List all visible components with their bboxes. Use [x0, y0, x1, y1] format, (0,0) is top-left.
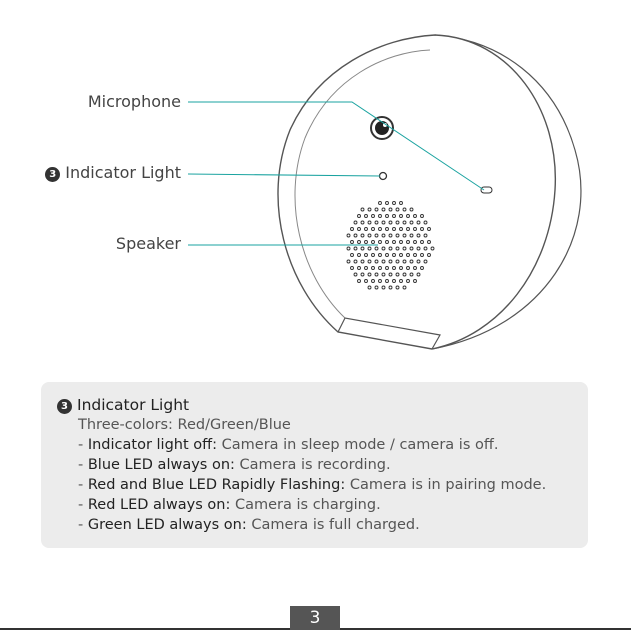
indicator-light-dot [380, 173, 387, 180]
page-number: 3 [290, 606, 340, 630]
row-key: Indicator light off: [87, 437, 218, 453]
page-footer [0, 606, 631, 631]
info-row [78, 515, 588, 535]
microphone-lens [371, 117, 393, 139]
row-value: Camera is charging. [230, 497, 381, 513]
row-value: Camera is in pairing mode. [345, 477, 547, 493]
row-key: Red and Blue LED Rapidly Flashing: [87, 477, 346, 493]
indicator-light-label [45, 163, 181, 183]
info-title-text: Indicator Light [77, 396, 190, 414]
row-dash: - [78, 517, 88, 533]
row-key: Blue LED always on: [87, 457, 235, 473]
row-value: Camera is recording. [234, 457, 391, 473]
info-row [78, 435, 588, 455]
device-front-face [278, 35, 555, 349]
microphone-label: Microphone [87, 92, 181, 111]
info-title [57, 395, 588, 415]
row-key: Red LED always on: [87, 497, 231, 513]
info-row [78, 475, 588, 495]
row-dash: - [78, 457, 88, 473]
info-row [78, 495, 588, 515]
row-dash: - [78, 497, 88, 513]
info-colors-line: Three-colors: Red/Green/Blue [78, 417, 291, 433]
speaker-label: Speaker [115, 234, 181, 253]
row-key: Green LED always on: [87, 517, 247, 533]
side-sensor [481, 187, 492, 193]
row-value: Camera is full charged. [246, 517, 420, 533]
info-number-badge: 3 [57, 399, 72, 414]
indicator-number-badge: 3 [45, 167, 60, 182]
row-dash: - [78, 437, 88, 453]
row-value: Camera in sleep mode / camera is off. [217, 437, 499, 453]
info-row [78, 455, 588, 475]
indicator-info-box [41, 382, 588, 548]
indicator-light-label-text: Indicator Light [65, 163, 181, 182]
row-dash: - [78, 477, 88, 493]
